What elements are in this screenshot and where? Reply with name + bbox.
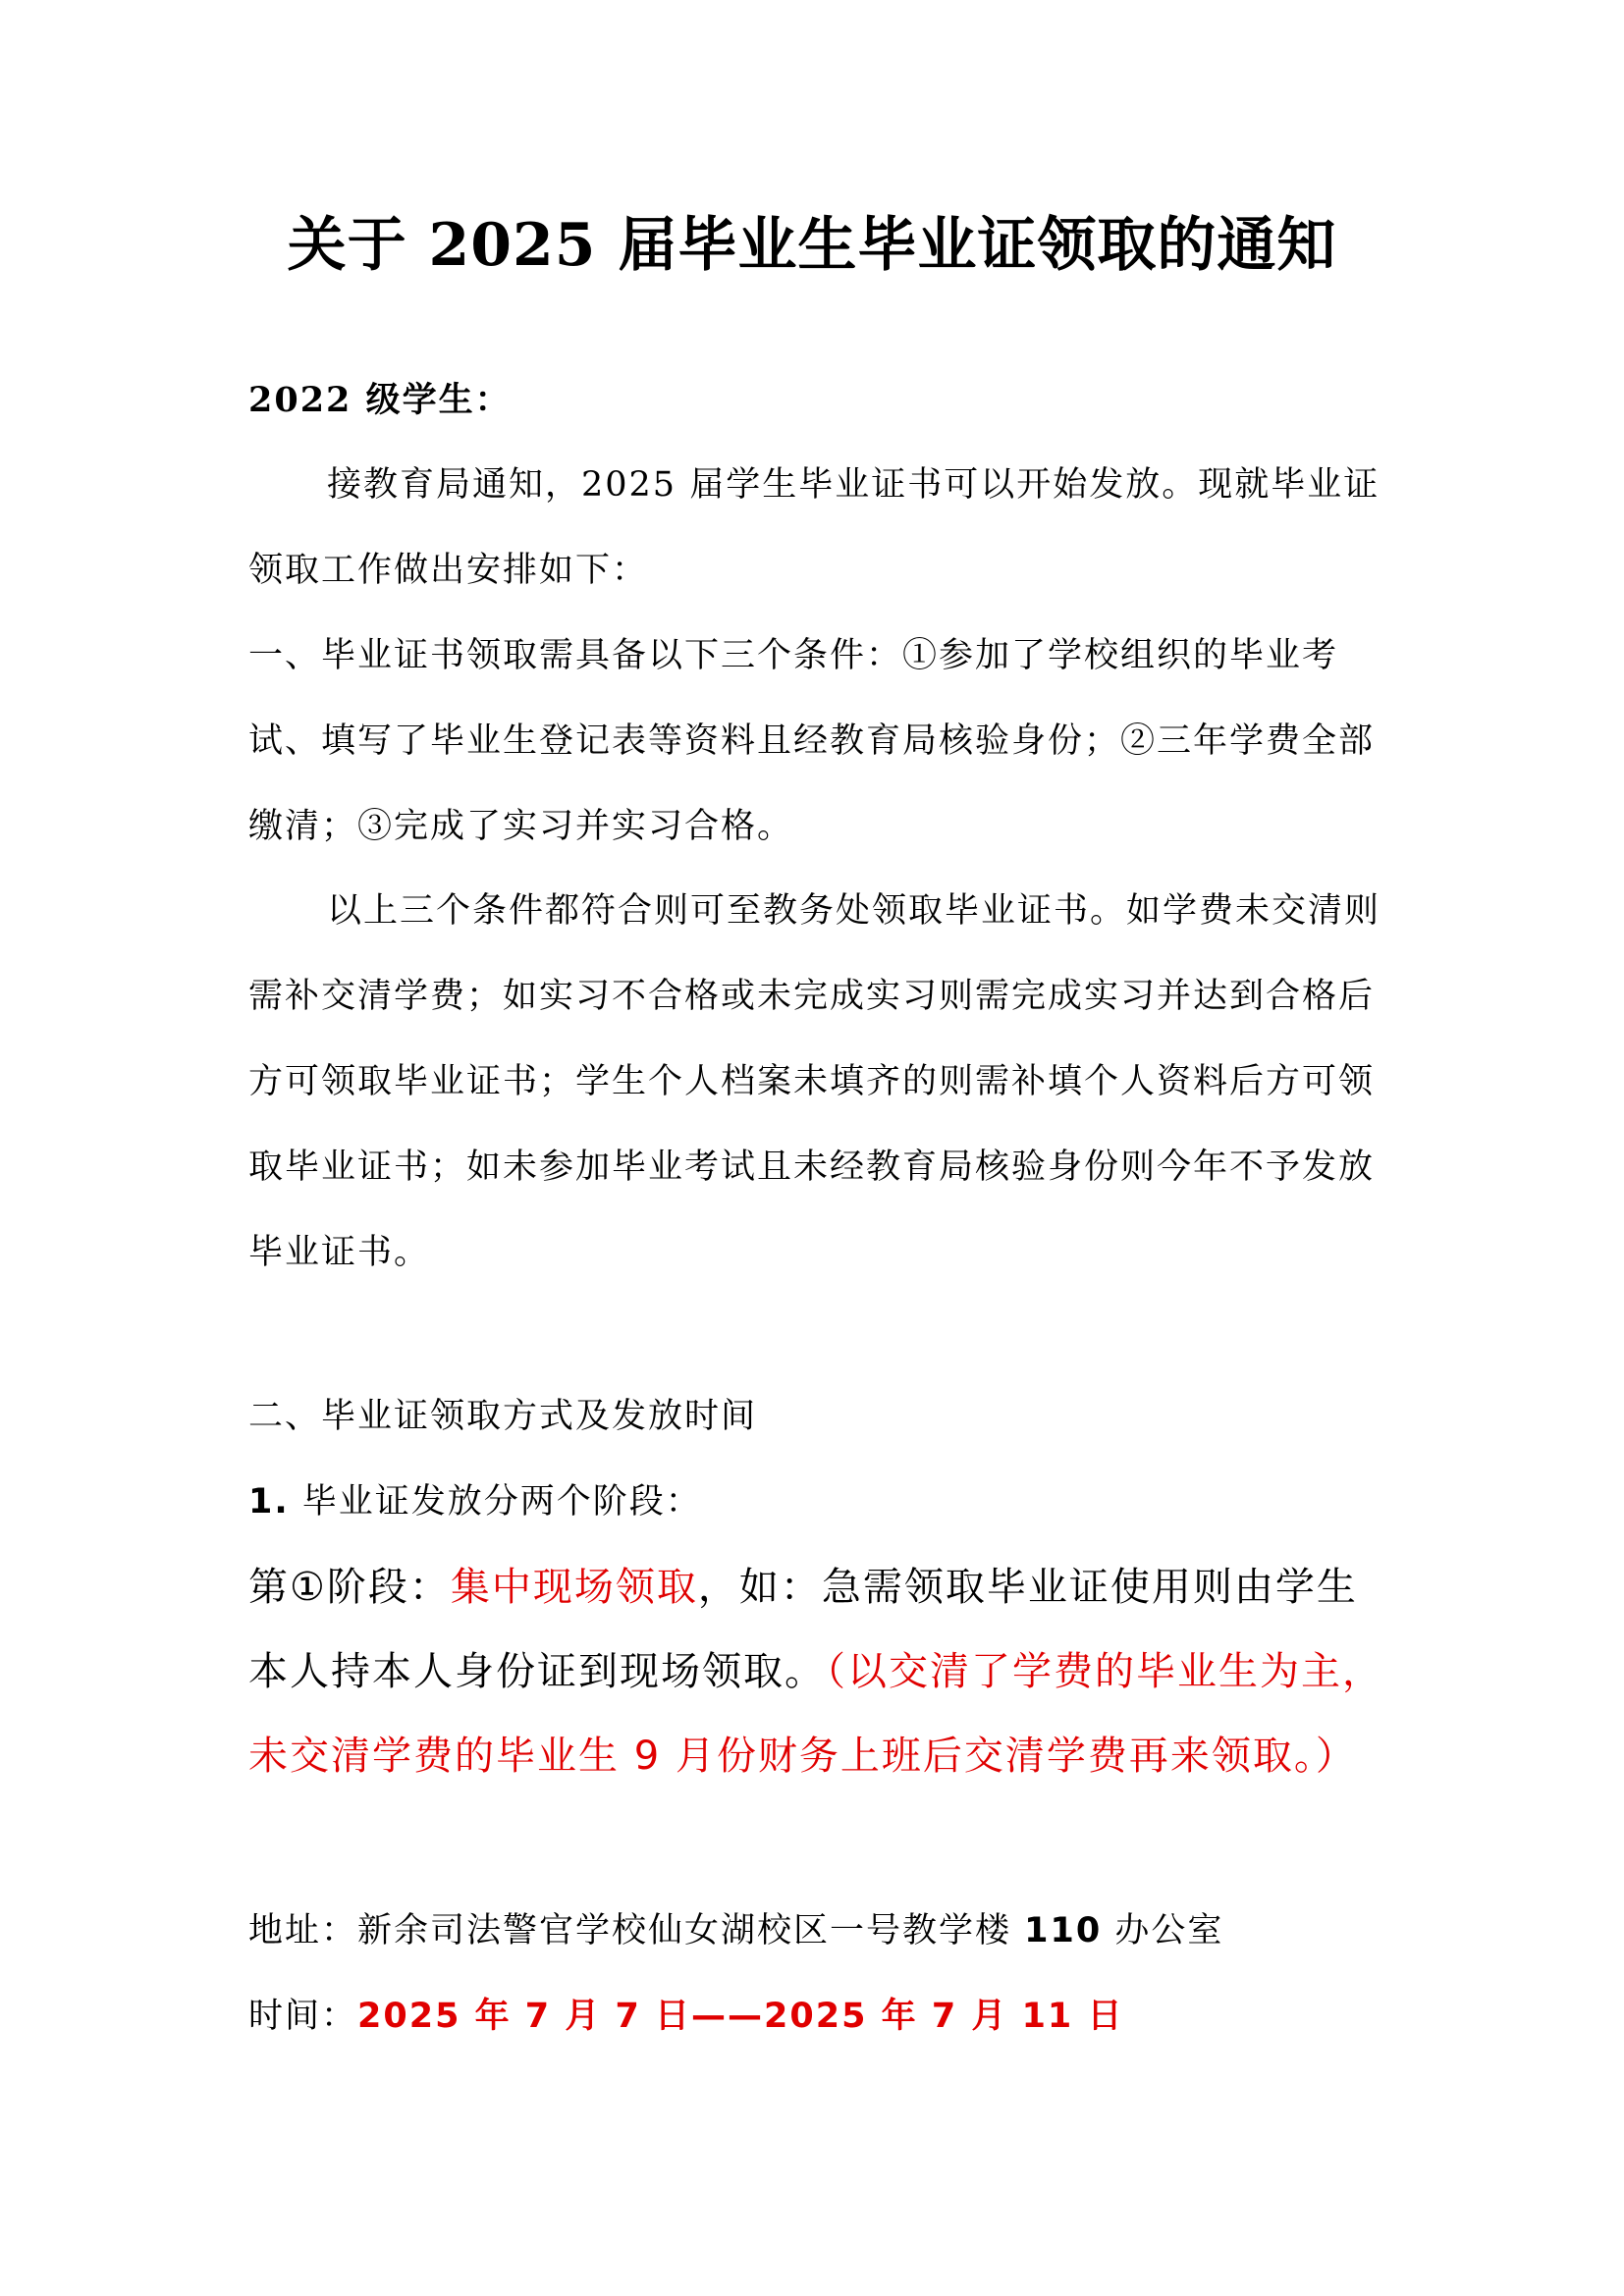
- section-1-paragraph: [248, 614, 1397, 870]
- stage-1-method: 集中现场领取: [450, 1565, 698, 1610]
- notice-title: 关于 2025 届毕业生毕业证领取的通知: [287, 211, 1337, 280]
- address-text-a: 新余司法警官学校仙女湖校区一号教学楼: [357, 1911, 1025, 1950]
- stage-intro: [248, 1460, 1397, 1545]
- stage-1-paragraph: [248, 1545, 1397, 1798]
- section-1-followup-paragraph: 以上三个条件都符合则可至教务处领取毕业证书。如学费未交清则需补交清学费；如实习不合格或未完成实习则需完成实习并达到合格后方可领取毕业证书；学生个人档案未填齐的则需补填个人资料后方可领取毕业证书；如未参加毕业考试且未经教育局核验身份则今年不予发放毕业证书。: [248, 891, 1381, 1272]
- address-label: 地址：: [248, 1911, 358, 1950]
- time-line: [248, 1974, 1397, 2059]
- time-label: 时间：: [248, 1997, 358, 2036]
- stage-1-note: （以交清了学费的毕业生为主，未交清学费的毕业生 9 月份财务上班后交清学费再来领取。）: [248, 1649, 1383, 1779]
- stage-1-prefix: 第①阶段：: [248, 1565, 451, 1610]
- section-1-conditions: ①参加了学校组织的毕业考试、填写了毕业生登记表等资料且经教育局核验身份；②三年学费全部缴清；③完成了实习并实习合格。: [248, 636, 1376, 846]
- address-text-b: 办公室: [1102, 1911, 1224, 1950]
- time-value: 2025 年 7 月 7 日——2025 年 7 月 11 日: [357, 1997, 1124, 2036]
- address-room: 110: [1024, 1911, 1103, 1950]
- intro-paragraph: 接教育局通知，2025 届学生毕业证书可以开始发放。现就毕业证领取工作做出安排如下：: [248, 465, 1380, 590]
- stage-intro-text: 毕业证发放分两个阶段：: [289, 1482, 702, 1522]
- section-1-heading: 一、毕业证书领取需具备以下三个条件：: [248, 636, 903, 675]
- section-2-heading: 二、毕业证领取方式及发放时间: [248, 1397, 758, 1436]
- address-line: [248, 1889, 1397, 1974]
- stage-1-detail: ，如：急需领取毕业证使用则由学生本人持本人身份证到现场领取。: [248, 1565, 1358, 1694]
- stage-intro-number: 1.: [248, 1482, 290, 1522]
- salutation: 2022 级学生：: [248, 380, 512, 420]
